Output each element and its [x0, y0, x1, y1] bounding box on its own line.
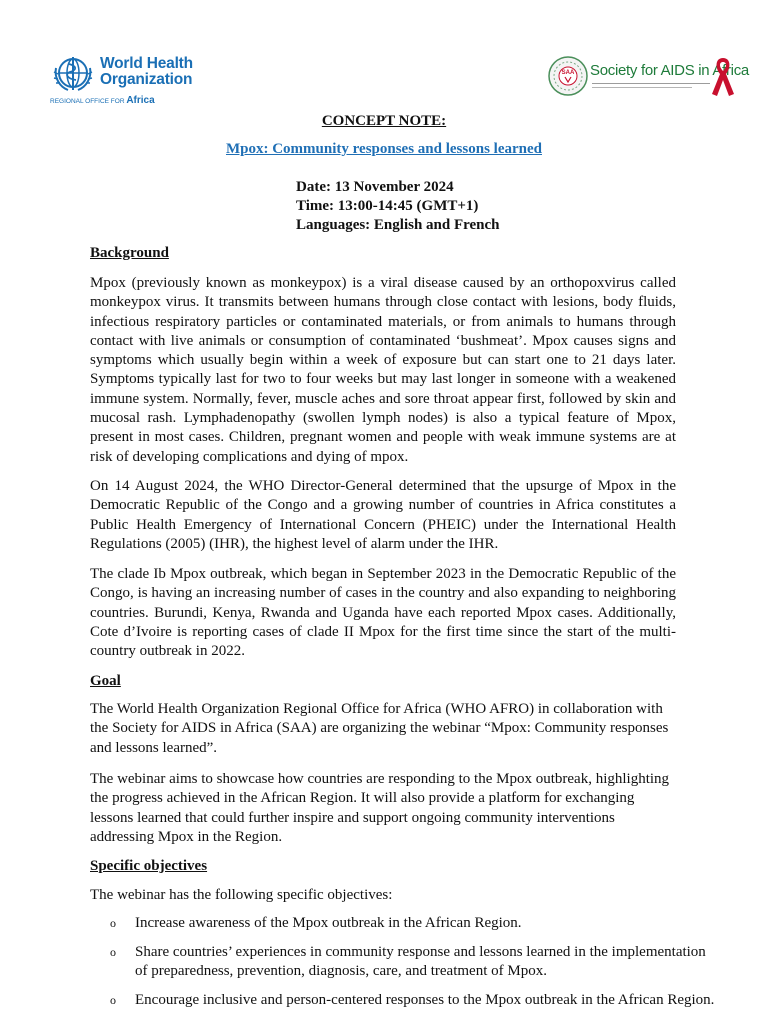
list-item [110, 943, 720, 981]
objectives-list [110, 914, 720, 1010]
bullet-icon: o [110, 945, 116, 959]
background-paragraph-1: Mpox (previously known as monkeypox) is a viral disease caused by an orthopoxvirus called monkeypox virus. It transmits between humans through close contact with lesions, body fluids, infectious respiratory particles or contaminated materials, or from animals to humans through contact with live animals or consumption of contaminated ‘bushmeat’. Mpox causes signs and symptoms which usually begin within a week of exposure but can start one to 21 days later. Symptoms typically last for two to four weeks but may last longer in someone with a weakened immune system. Normally, fever, muscle aches and sore throat appear first, followed by skin and mucosal rash. Lymphadenopathy (swollen lymph nodes) is also a typical feature of Mpox, present in most cases. Children, pregnant women and people with weak immune systems are at risk of developing complications and dying of mpox. [90, 275, 676, 465]
objective-text: Encourage inclusive and person-centered responses to the Mpox outbreak in the African Region. [135, 992, 715, 1008]
who-name [100, 56, 193, 88]
bullet-icon: o [110, 916, 116, 930]
document-title: CONCEPT NOTE: [321, 113, 447, 129]
who-emblem-icon [50, 54, 96, 96]
list-item [110, 914, 720, 933]
event-time: Time: 13:00-14:45 (GMT+1) [296, 198, 479, 214]
event-languages: Languages: English and French [296, 217, 500, 233]
objective-text: Share countries’ experiences in community response and lessons learned in the implementation of preparedness, prevention, diagnosis, care, and treatment of Mpox. [135, 944, 706, 979]
who-name-line2: Organization [100, 71, 193, 88]
objectives-intro: The webinar has the following specific objectives: [90, 887, 393, 903]
background-paragraph-3: The clade Ib Mpox outbreak, which began in September 2023 in the Democratic Republic of the Congo, is having an increasing number of cases in the country and also expanding to neighboring countries. Burundi, Kenya, Rwanda and Uganda have each reported Mpox cases. Additionally, Cote d’Ivoire is reporting cases of clade II Mpox for the first time since the start of the multi-country outbreak in 2022. [90, 566, 676, 660]
saa-tagline-line [592, 83, 710, 85]
red-ribbon-icon [710, 56, 736, 98]
who-regional-office [50, 95, 155, 106]
saa-seal-icon [548, 52, 588, 100]
goal-paragraph-2: The webinar aims to showcase how countries are responding to the Mpox outbreak, highlighting the progress achieved in the African Region. It will also provide a platform for exchanging lessons learned that could further inspire and support ongoing community interventions addressing Mpox in the Region. [90, 771, 670, 845]
goal-paragraph-1: The World Health Organization Regional Office for Africa (WHO AFRO) in collaboration with the Society for AIDS in Africa (SAA) are organizing the webinar “Mpox: Community responses and lessons learned”. [90, 701, 669, 756]
objective-text: Increase awareness of the Mpox outbreak in the African Region. [135, 915, 522, 931]
list-item [110, 991, 720, 1010]
goal-heading: Goal [90, 673, 121, 689]
background-heading: Background [90, 245, 169, 261]
bullet-icon: o [110, 993, 116, 1007]
who-logo [50, 52, 200, 112]
background-paragraph-2: On 14 August 2024, the WHO Director-General determined that the upsurge of Mpox in the Democratic Republic of the Congo and a growing number of countries in Africa constitutes a Public Health Emergency of International Concern (PHEIC) under the International Health Regulations (2005) (IHR), the highest level of alarm under the IHR. [90, 478, 676, 552]
event-date: Date: 13 November 2024 [296, 179, 454, 195]
saa-logo [548, 52, 749, 104]
objectives-heading: Specific objectives [90, 858, 208, 874]
who-sub-prefix: REGIONAL OFFICE FOR [50, 98, 125, 105]
who-sub-region: Africa [126, 95, 155, 106]
who-name-line1: World Health [100, 55, 193, 72]
saa-seal-text: SAA [561, 70, 575, 76]
saa-tagline-line-2 [592, 87, 692, 89]
saa-name: Society for AIDS in Africa [590, 62, 749, 79]
webinar-title: Mpox: Community responses and lessons learned [225, 141, 542, 157]
